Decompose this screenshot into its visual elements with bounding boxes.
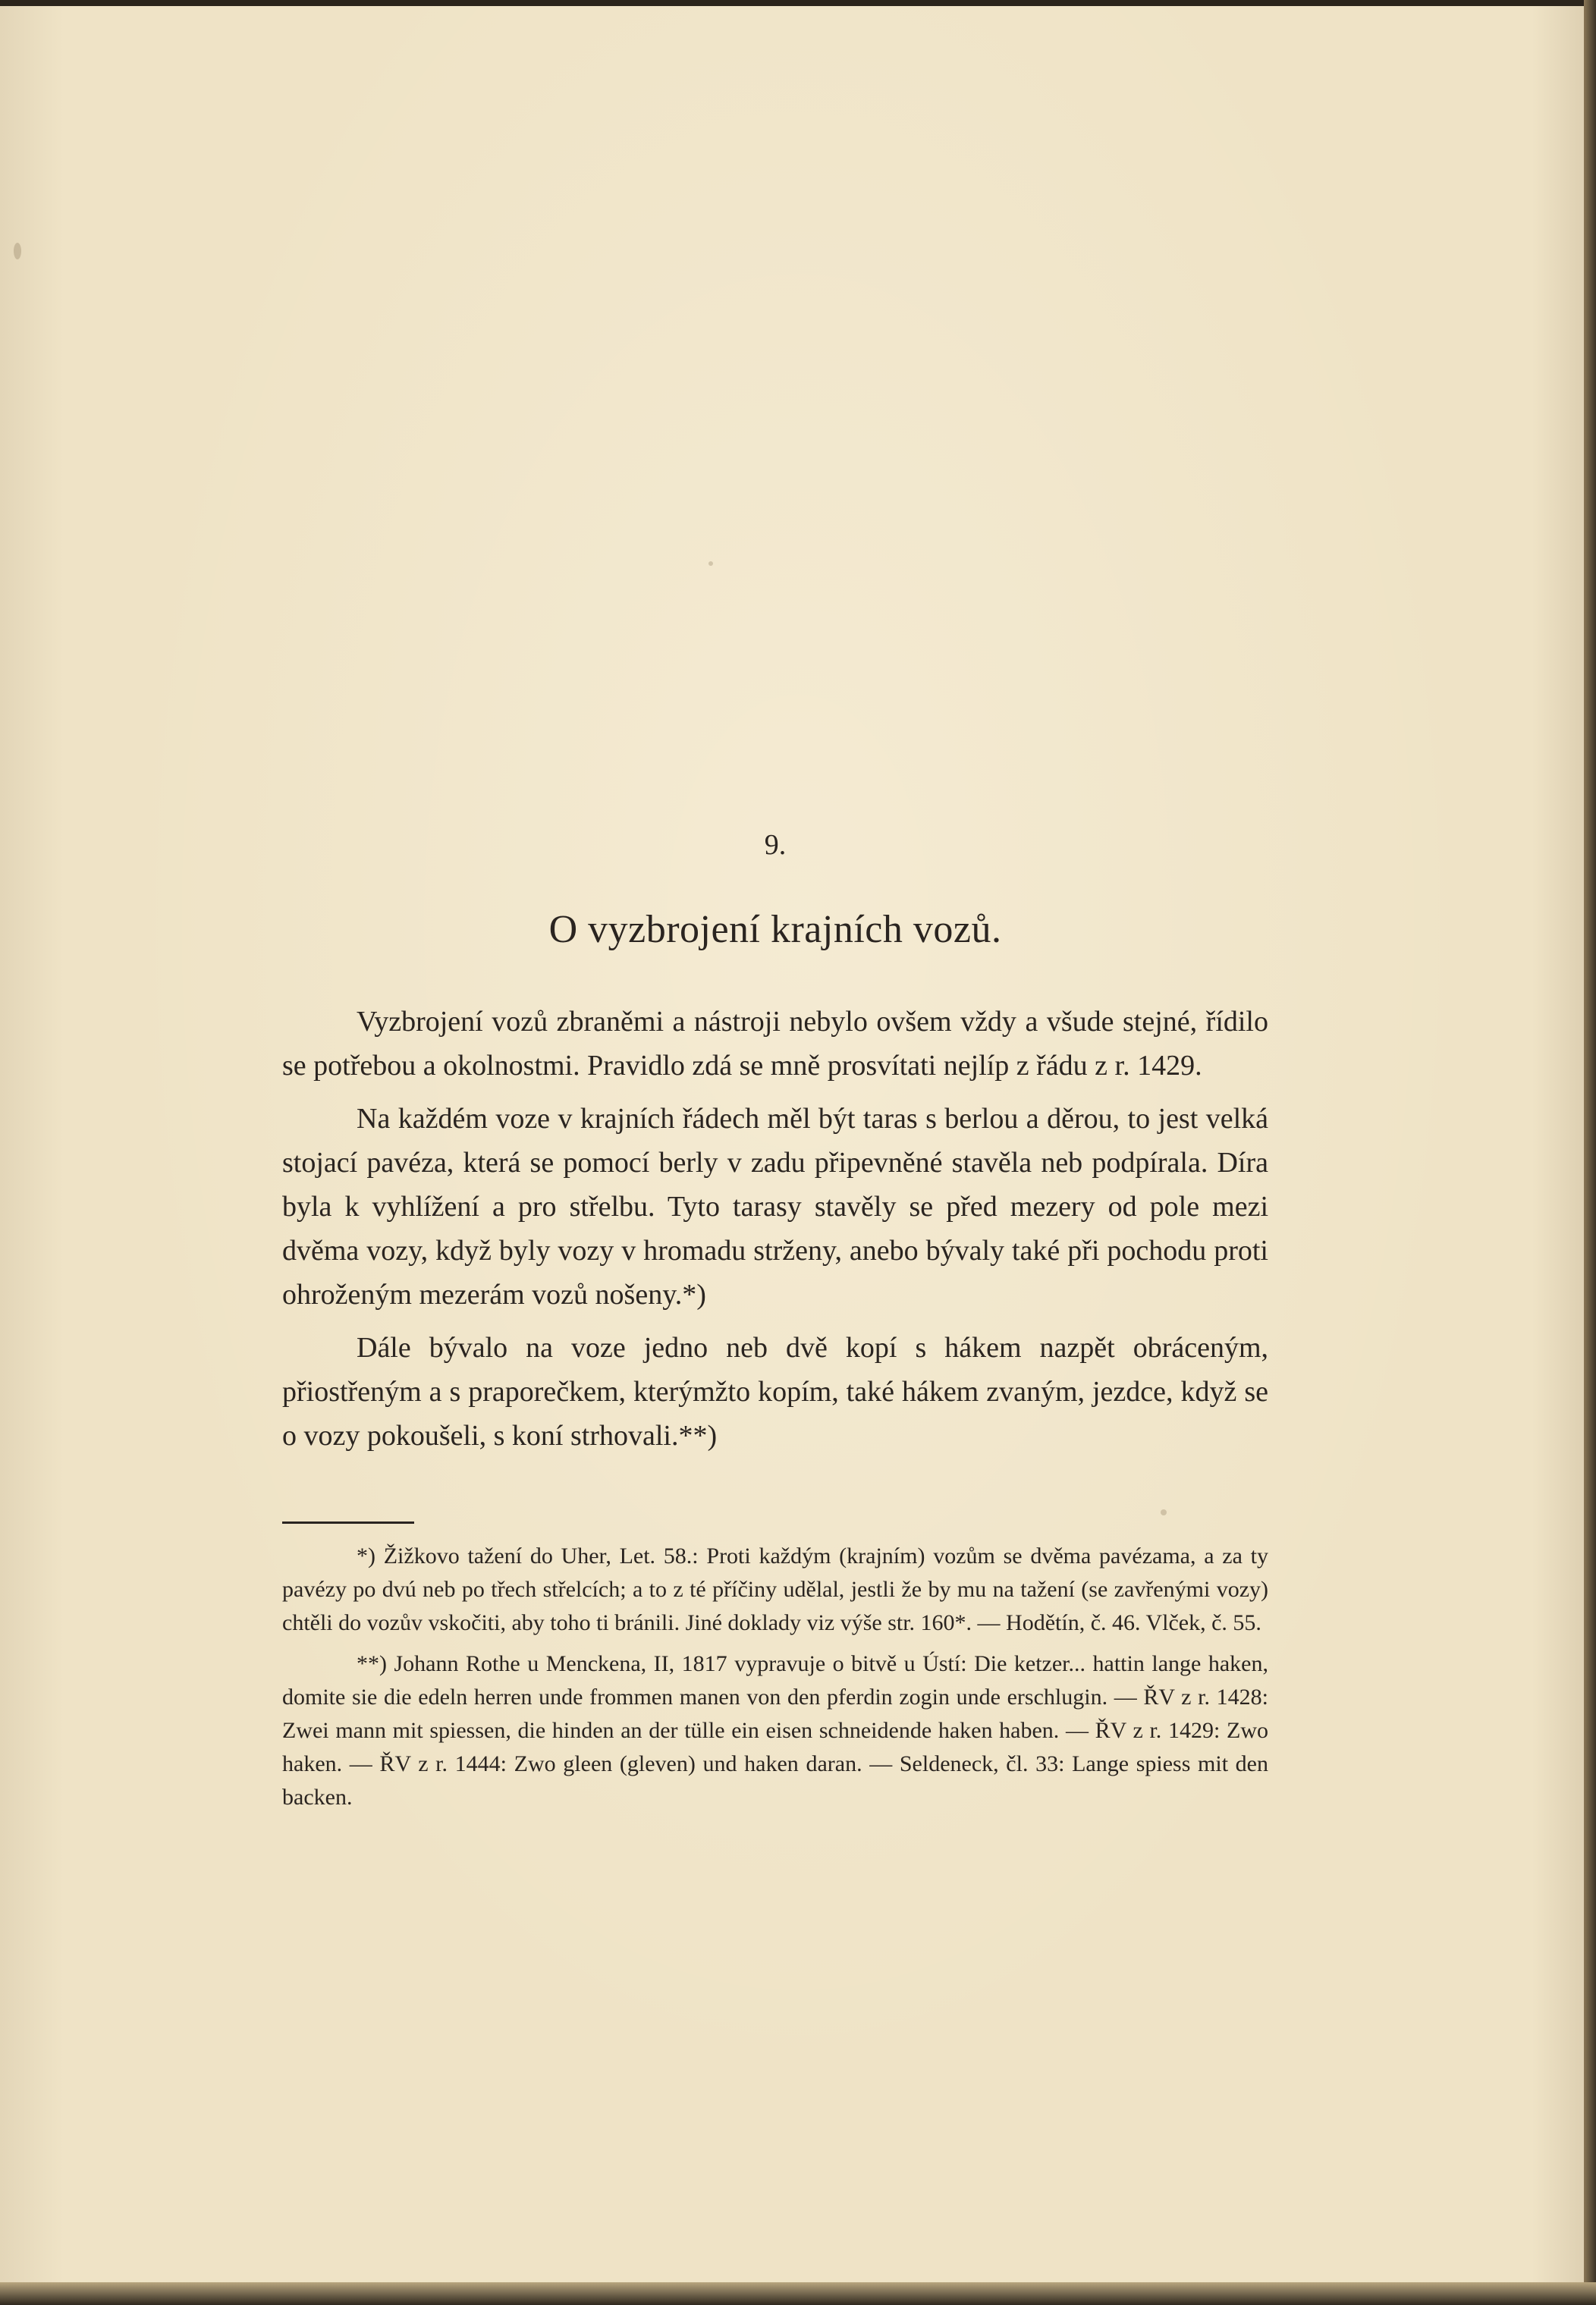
page-top-edge: [0, 0, 1596, 6]
dust-speck: [1161, 1509, 1167, 1515]
chapter-number: 9.: [764, 829, 787, 861]
paragraph-2: Na každém voze v krajních řádech měl být taras s berlou a děrou, to jest velká stojací pavéza, která se pomocí berly v zadu připevněné stavěla neb podpírala. Díra byla k vyhlížení a pro střelbu. Tyto tarasy stavěly se před mezery od pole mezi dvěma vozy, když byly vozy v hromadu strženy, anebo bývaly také při pochodu proti ohroženým mezerám vozů nošeny.*): [282, 1103, 1268, 1311]
footnotes: [282, 1540, 1268, 1822]
body-text: [282, 1000, 1268, 1467]
footnote-separator: [282, 1521, 414, 1524]
dust-speck: [708, 561, 713, 566]
paragraph-3: Dále bývalo na voze jedno neb dvě kopí s hákem nazpět obráceným, přiostřeným a s praporečkem, kterýmžto kopím, také hákem zvaným, jezdce, když se o vozy pokoušeli, s koní strhovali.**): [282, 1332, 1268, 1452]
footnote-2: **) Johann Rothe u Menckena, II, 1817 vypravuje o bitvě u Ústí: Die ketzer... hattin lange haken, domite sie die edeln herren unde frommen manen von den pferdin zogin unde erschlugin. — ŘV z r. 1428: Zwei mann mit spiessen, die hinden an der tülle ein eisen schneidende haken haben. — ŘV z r. 1429: Zwo haken. — ŘV z r. 1444: Zwo gleen (gleven) und haken daran. — Seldeneck, čl. 33: Lange spiess mit den backen.: [282, 1651, 1268, 1810]
page-right-edge: [1584, 0, 1596, 2305]
margin-smudge: [14, 243, 21, 259]
chapter-title: O vyzbrojení krajních vozů.: [548, 908, 1002, 951]
page-bottom-edge: [0, 2282, 1596, 2305]
footnote-1: *) Žižkovo tažení do Uher, Let. 58.: Proti každým (krajním) vozům se dvěma pavézama, a za ty pavézy po dvú neb po třech střelcích; a to z té příčiny udělal, jestli že by mu na tažení (se zavřenými vozy) chtěli do vozův vskočiti, aby toho ti bránili. Jiné doklady viz výše str. 160*. — Hodětín, č. 46. Vlček, č. 55.: [282, 1543, 1268, 1635]
paragraph-1: Vyzbrojení vozů zbraněmi a nástroji nebylo ovšem vždy a všude stejné, řídilo se potřebou a okolnostmi. Pravidlo zdá se mně prosvítati nejlíp z řádu z r. 1429.: [282, 1006, 1268, 1082]
